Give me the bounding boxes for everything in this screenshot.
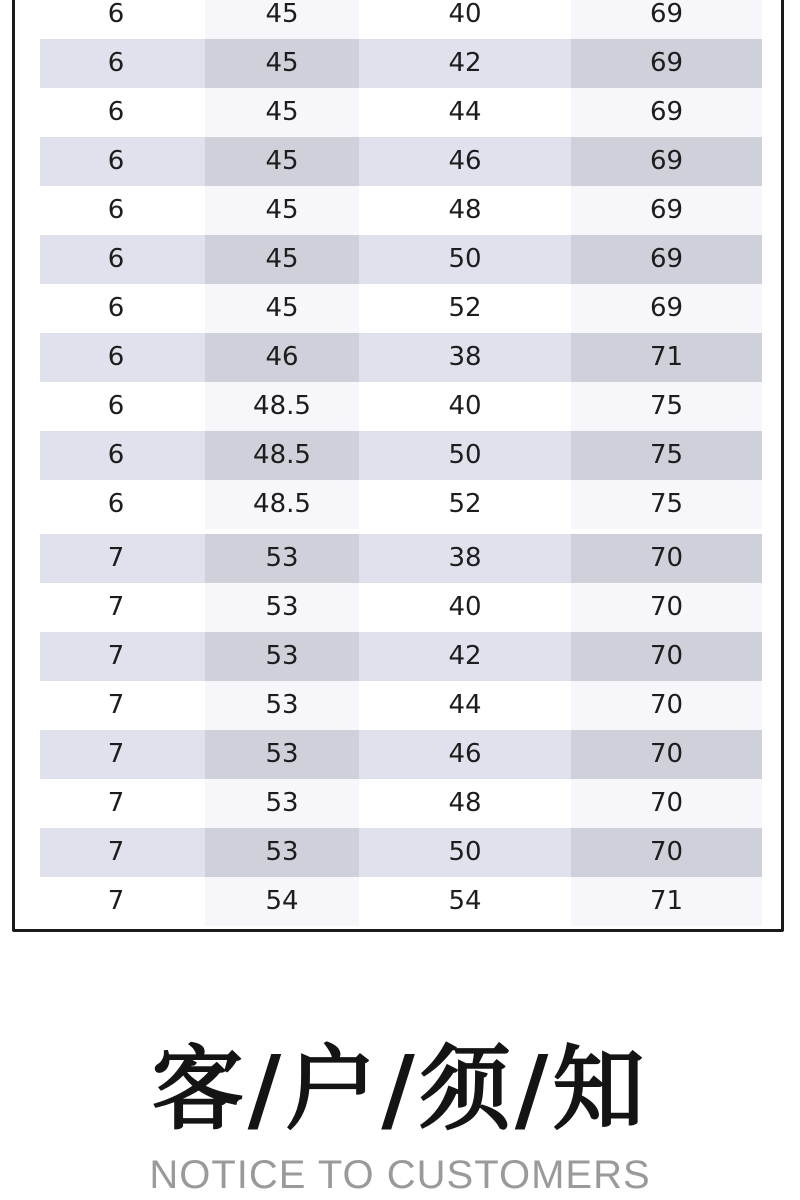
table-cell: 42: [448, 641, 482, 671]
table-cell: 45: [205, 235, 359, 284]
table-row: [40, 431, 762, 480]
table-cell: 69: [571, 186, 762, 235]
table-row: [40, 583, 762, 632]
table-cell: 69: [571, 0, 762, 39]
table-cell: 6: [107, 440, 125, 470]
table-cell: 6: [107, 195, 125, 225]
table-cell: 70: [571, 632, 762, 681]
table-cell: 7: [107, 592, 125, 622]
table-cell: 71: [571, 333, 762, 382]
table-cell: 46: [448, 146, 482, 176]
table-cell: 44: [448, 690, 482, 720]
table-cell: 50: [448, 837, 482, 867]
table-cell: 53: [205, 828, 359, 877]
table-cell: 53: [205, 681, 359, 730]
table-cell: 53: [205, 779, 359, 828]
table-cell: 69: [571, 235, 762, 284]
table-cell: 45: [205, 186, 359, 235]
table-cell: 69: [571, 39, 762, 88]
table-cell: 7: [107, 886, 125, 916]
table-cell: 45: [205, 39, 359, 88]
table-row: [40, 779, 762, 828]
table-row: [40, 480, 762, 529]
table-cell: 45: [205, 284, 359, 333]
table-cell: 69: [571, 88, 762, 137]
table-cell: 75: [571, 480, 762, 529]
table-row: [40, 632, 762, 681]
table-cell: 69: [571, 284, 762, 333]
table-row: [40, 681, 762, 730]
table-row: [40, 828, 762, 877]
table-cell: 6: [107, 293, 125, 323]
notice-subtitle: NOTICE TO CUSTOMERS: [149, 1153, 651, 1197]
table-cell: 40: [448, 391, 482, 421]
table-cell: 70: [571, 730, 762, 779]
table-cell: 53: [205, 730, 359, 779]
table-cell: 70: [571, 828, 762, 877]
table-cell: 7: [107, 739, 125, 769]
table-row: [40, 333, 762, 382]
table-row: [40, 235, 762, 284]
table-cell: 70: [571, 779, 762, 828]
table-cell: 48: [448, 788, 482, 818]
table-row: [40, 0, 762, 39]
table-row: [40, 730, 762, 779]
table-cell: 6: [107, 244, 125, 274]
table-cell: 50: [448, 244, 482, 274]
table-cell: 40: [448, 592, 482, 622]
table-cell: 75: [571, 431, 762, 480]
table-cell: 52: [448, 293, 482, 323]
table-cell: 48.5: [205, 431, 359, 480]
table-cell: 54: [448, 886, 482, 916]
table-cell: 52: [448, 489, 482, 519]
table-cell: 6: [107, 489, 125, 519]
table-cell: 44: [448, 97, 482, 127]
table-cell: 70: [571, 534, 762, 583]
table-cell: 75: [571, 382, 762, 431]
table-cell: 7: [107, 690, 125, 720]
table-cell: 48.5: [205, 480, 359, 529]
table-cell: 7: [107, 543, 125, 573]
table-cell: 54: [205, 877, 359, 926]
table-row: [40, 877, 762, 926]
table-cell: 48: [448, 195, 482, 225]
table-cell: 6: [107, 146, 125, 176]
table-cell: 53: [205, 632, 359, 681]
table-cell: 53: [205, 534, 359, 583]
table-cell: 6: [107, 48, 125, 78]
table-cell: 45: [205, 0, 359, 39]
table-row: [40, 137, 762, 186]
table-cell: 6: [107, 97, 125, 127]
notice-title: 客/户/须/知: [151, 1036, 649, 1143]
table-cell: 48.5: [205, 382, 359, 431]
table-cell: 40: [448, 0, 482, 29]
table-cell: 71: [571, 877, 762, 926]
table-cell: 45: [205, 137, 359, 186]
table-cell: 42: [448, 48, 482, 78]
table-cell: 50: [448, 440, 482, 470]
table-row: [40, 382, 762, 431]
table-row: [40, 186, 762, 235]
table-cell: 70: [571, 681, 762, 730]
table-cell: 46: [448, 739, 482, 769]
table-cell: 7: [107, 788, 125, 818]
table-cell: 6: [107, 0, 125, 29]
table-row: [40, 284, 762, 333]
table-cell: 38: [448, 342, 482, 372]
table-cell: 46: [205, 333, 359, 382]
size-table: [40, 0, 762, 926]
table-cell: 45: [205, 88, 359, 137]
table-row: [40, 534, 762, 583]
table-cell: 7: [107, 641, 125, 671]
table-cell: 70: [571, 583, 762, 632]
table-cell: 6: [107, 391, 125, 421]
table-cell: 53: [205, 583, 359, 632]
table-cell: 38: [448, 543, 482, 573]
table-row: [40, 88, 762, 137]
table-row: [40, 39, 762, 88]
table-cell: 6: [107, 342, 125, 372]
table-cell: 7: [107, 837, 125, 867]
table-cell: 69: [571, 137, 762, 186]
